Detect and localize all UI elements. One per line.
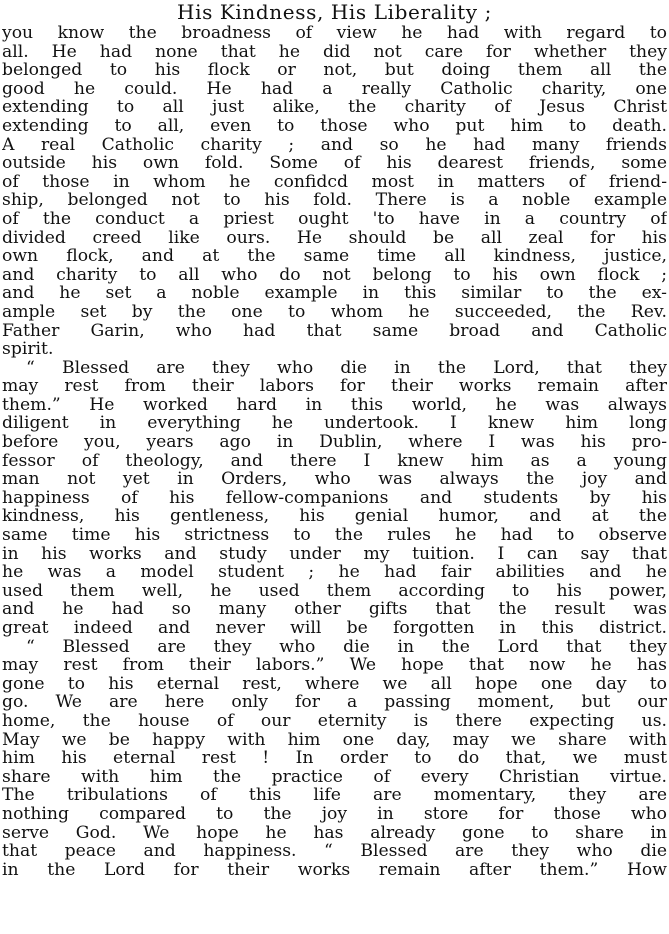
text-line: him his eternal rest ! In order to do that, we must bbox=[2, 749, 667, 768]
text-line: in the Lord for their works remain after them.” How bbox=[2, 860, 667, 880]
text-line: serve God. We hope he has already gone to share in bbox=[2, 823, 667, 843]
text-line: share with him the practice of every Christian virtue. bbox=[2, 767, 667, 787]
body-text bbox=[2, 24, 667, 879]
text-line: used them well, he used them according to his power, bbox=[2, 581, 667, 601]
text-line: happiness of his fellow-companions and students by his bbox=[2, 488, 667, 508]
text-line: all. He had none that he did not care for whether they bbox=[2, 42, 667, 62]
text-line: and he had so many other gifts that the result was bbox=[2, 600, 667, 619]
text-line: “ Blessed are they who die in the Lord that they bbox=[26, 637, 667, 657]
text-line: man not yet in Orders, who was always the joy and bbox=[2, 470, 667, 489]
text-line: ample set by the one to whom he succeeded, the Rev. bbox=[2, 302, 667, 322]
text-line: ship, belonged not to his fold. There is a noble example bbox=[2, 191, 667, 210]
text-line: belonged to his flock or not, but doing them all the bbox=[2, 61, 667, 80]
running-head: His Kindness, His Liberality ; bbox=[177, 0, 492, 24]
text-line: Father Garin, who had that same broad and Catholic bbox=[2, 321, 667, 341]
text-line: great indeed and never will be forgotten in this district. bbox=[2, 619, 667, 638]
text-line: in his works and study under my tuition. I can say that bbox=[2, 544, 667, 564]
text-line: of the conduct a priest ought 'to have in a country of bbox=[2, 209, 667, 229]
text-line: same time his strictness to the rules he had to observe bbox=[2, 526, 667, 545]
text-line: go. We are here only for a passing moment, but our bbox=[2, 693, 667, 712]
text-line: extending to all, even to those who put him to death. bbox=[2, 116, 667, 136]
text-line: May we be happy with him one day, may we share with bbox=[2, 730, 667, 750]
text-line: own flock, and at the same time all kindness, justice, bbox=[2, 247, 667, 266]
text-line: diligent in everything he undertook. I knew him long bbox=[2, 414, 667, 434]
text-line: nothing compared to the joy in store for those who bbox=[2, 804, 667, 824]
text-line: kindness, his gentleness, his genial humor, and at the bbox=[2, 507, 667, 527]
text-line: he was a model student ; he had fair abilities and he bbox=[2, 563, 667, 582]
text-line: that peace and happiness. “ Blessed are they who die bbox=[2, 842, 667, 861]
text-line: them.” He worked hard in this world, he was always bbox=[2, 395, 667, 415]
text-line: may rest from their labors for their works remain after bbox=[2, 377, 667, 396]
text-line: home, the house of our eternity is there expecting us. bbox=[2, 711, 667, 731]
text-line: and charity to all who do not belong to his own flock ; bbox=[2, 265, 667, 285]
text-line: “ Blessed are they who die in the Lord, that they bbox=[26, 358, 667, 378]
text-line: spirit. bbox=[2, 340, 54, 359]
text-line: The tribulations of this life are momentary, they are bbox=[2, 786, 667, 805]
text-line: may rest from their labors.” We hope that now he has bbox=[2, 656, 667, 675]
text-line: and he set a noble example in this similar to the ex- bbox=[2, 284, 667, 303]
text-line: you know the broadness of view he had with regard to bbox=[2, 24, 667, 43]
text-line: divided creed like ours. He should be all zeal for his bbox=[2, 228, 667, 248]
text-line: A real Catholic charity ; and so he had many friends bbox=[2, 135, 667, 155]
text-line: before you, years ago in Dublin, where I was his pro- bbox=[2, 433, 667, 452]
text-line: good he could. He had a really Catholic charity, one bbox=[2, 79, 667, 99]
text-line: of those in whom he confidcd most in matters of friend- bbox=[2, 172, 667, 192]
text-line: extending to all just alike, the charity of Jesus Christ bbox=[2, 98, 667, 117]
text-line: outside his own fold. Some of his dearest friends, some bbox=[2, 154, 667, 173]
text-line: fessor of theology, and there I knew him as a young bbox=[2, 451, 667, 471]
text-line: gone to his eternal rest, where we all hope one day to bbox=[2, 674, 667, 694]
